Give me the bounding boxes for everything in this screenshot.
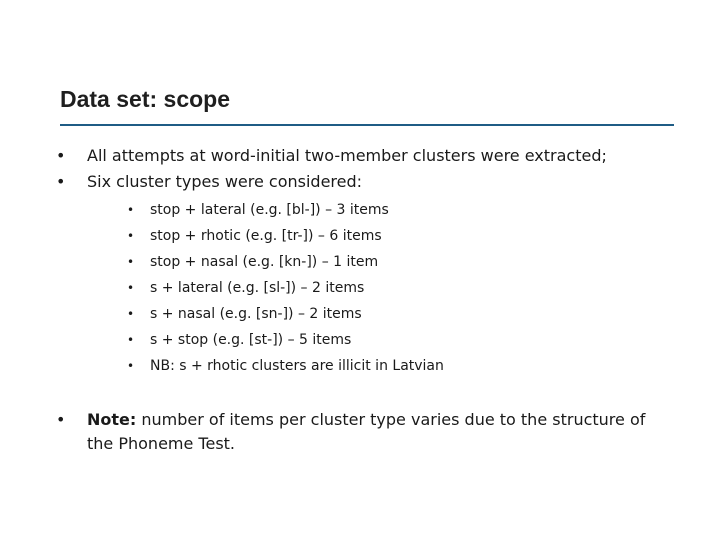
sub-bullet-item xyxy=(127,223,444,249)
bullet-item xyxy=(56,169,607,195)
slide-title: Data set: scope xyxy=(60,86,231,112)
note-text: number of items per cluster type varies due to the structure of the Phoneme Test. xyxy=(87,410,646,453)
sub-bullet-item xyxy=(127,301,444,327)
main-bullet-list xyxy=(56,143,607,195)
note-item xyxy=(56,408,656,456)
bullet-item xyxy=(56,143,607,169)
bullet-icon: • xyxy=(56,410,66,429)
title-divider xyxy=(60,124,674,126)
sub-bullet-item xyxy=(127,249,444,275)
bullet-icon: • xyxy=(56,172,66,191)
sub-bullet-text: stop + rhotic (e.g. [tr-]) – 6 items xyxy=(150,228,382,244)
bullet-icon: • xyxy=(56,146,66,165)
bullet-text: Six cluster types were considered: xyxy=(87,172,363,191)
sub-bullet-item xyxy=(127,275,444,301)
sub-bullet-item xyxy=(127,327,444,353)
cluster-type-list xyxy=(127,197,444,379)
sub-bullet-text: s + stop (e.g. [st-]) – 5 items xyxy=(150,332,352,348)
bullet-icon: • xyxy=(127,359,135,373)
bullet-icon: • xyxy=(127,255,135,269)
sub-bullet-item xyxy=(127,197,444,223)
bullet-icon: • xyxy=(127,281,135,295)
bullet-icon: • xyxy=(127,229,135,243)
note-list xyxy=(56,408,656,456)
bullet-icon: • xyxy=(127,203,135,217)
sub-bullet-text: s + lateral (e.g. [sl-]) – 2 items xyxy=(150,280,365,296)
sub-bullet-text: stop + lateral (e.g. [bl-]) – 3 items xyxy=(150,202,389,218)
sub-bullet-text: NB: s + rhotic clusters are illicit in Latvian xyxy=(150,358,444,374)
note-label: Note: xyxy=(87,410,137,429)
sub-bullet-item xyxy=(127,353,444,379)
bullet-icon: • xyxy=(127,333,135,347)
sub-bullet-text: stop + nasal (e.g. [kn-]) – 1 item xyxy=(150,254,379,270)
bullet-icon: • xyxy=(127,307,135,321)
bullet-text: All attempts at word-initial two-member clusters were extracted; xyxy=(87,146,607,165)
sub-bullet-text: s + nasal (e.g. [sn-]) – 2 items xyxy=(150,306,362,322)
